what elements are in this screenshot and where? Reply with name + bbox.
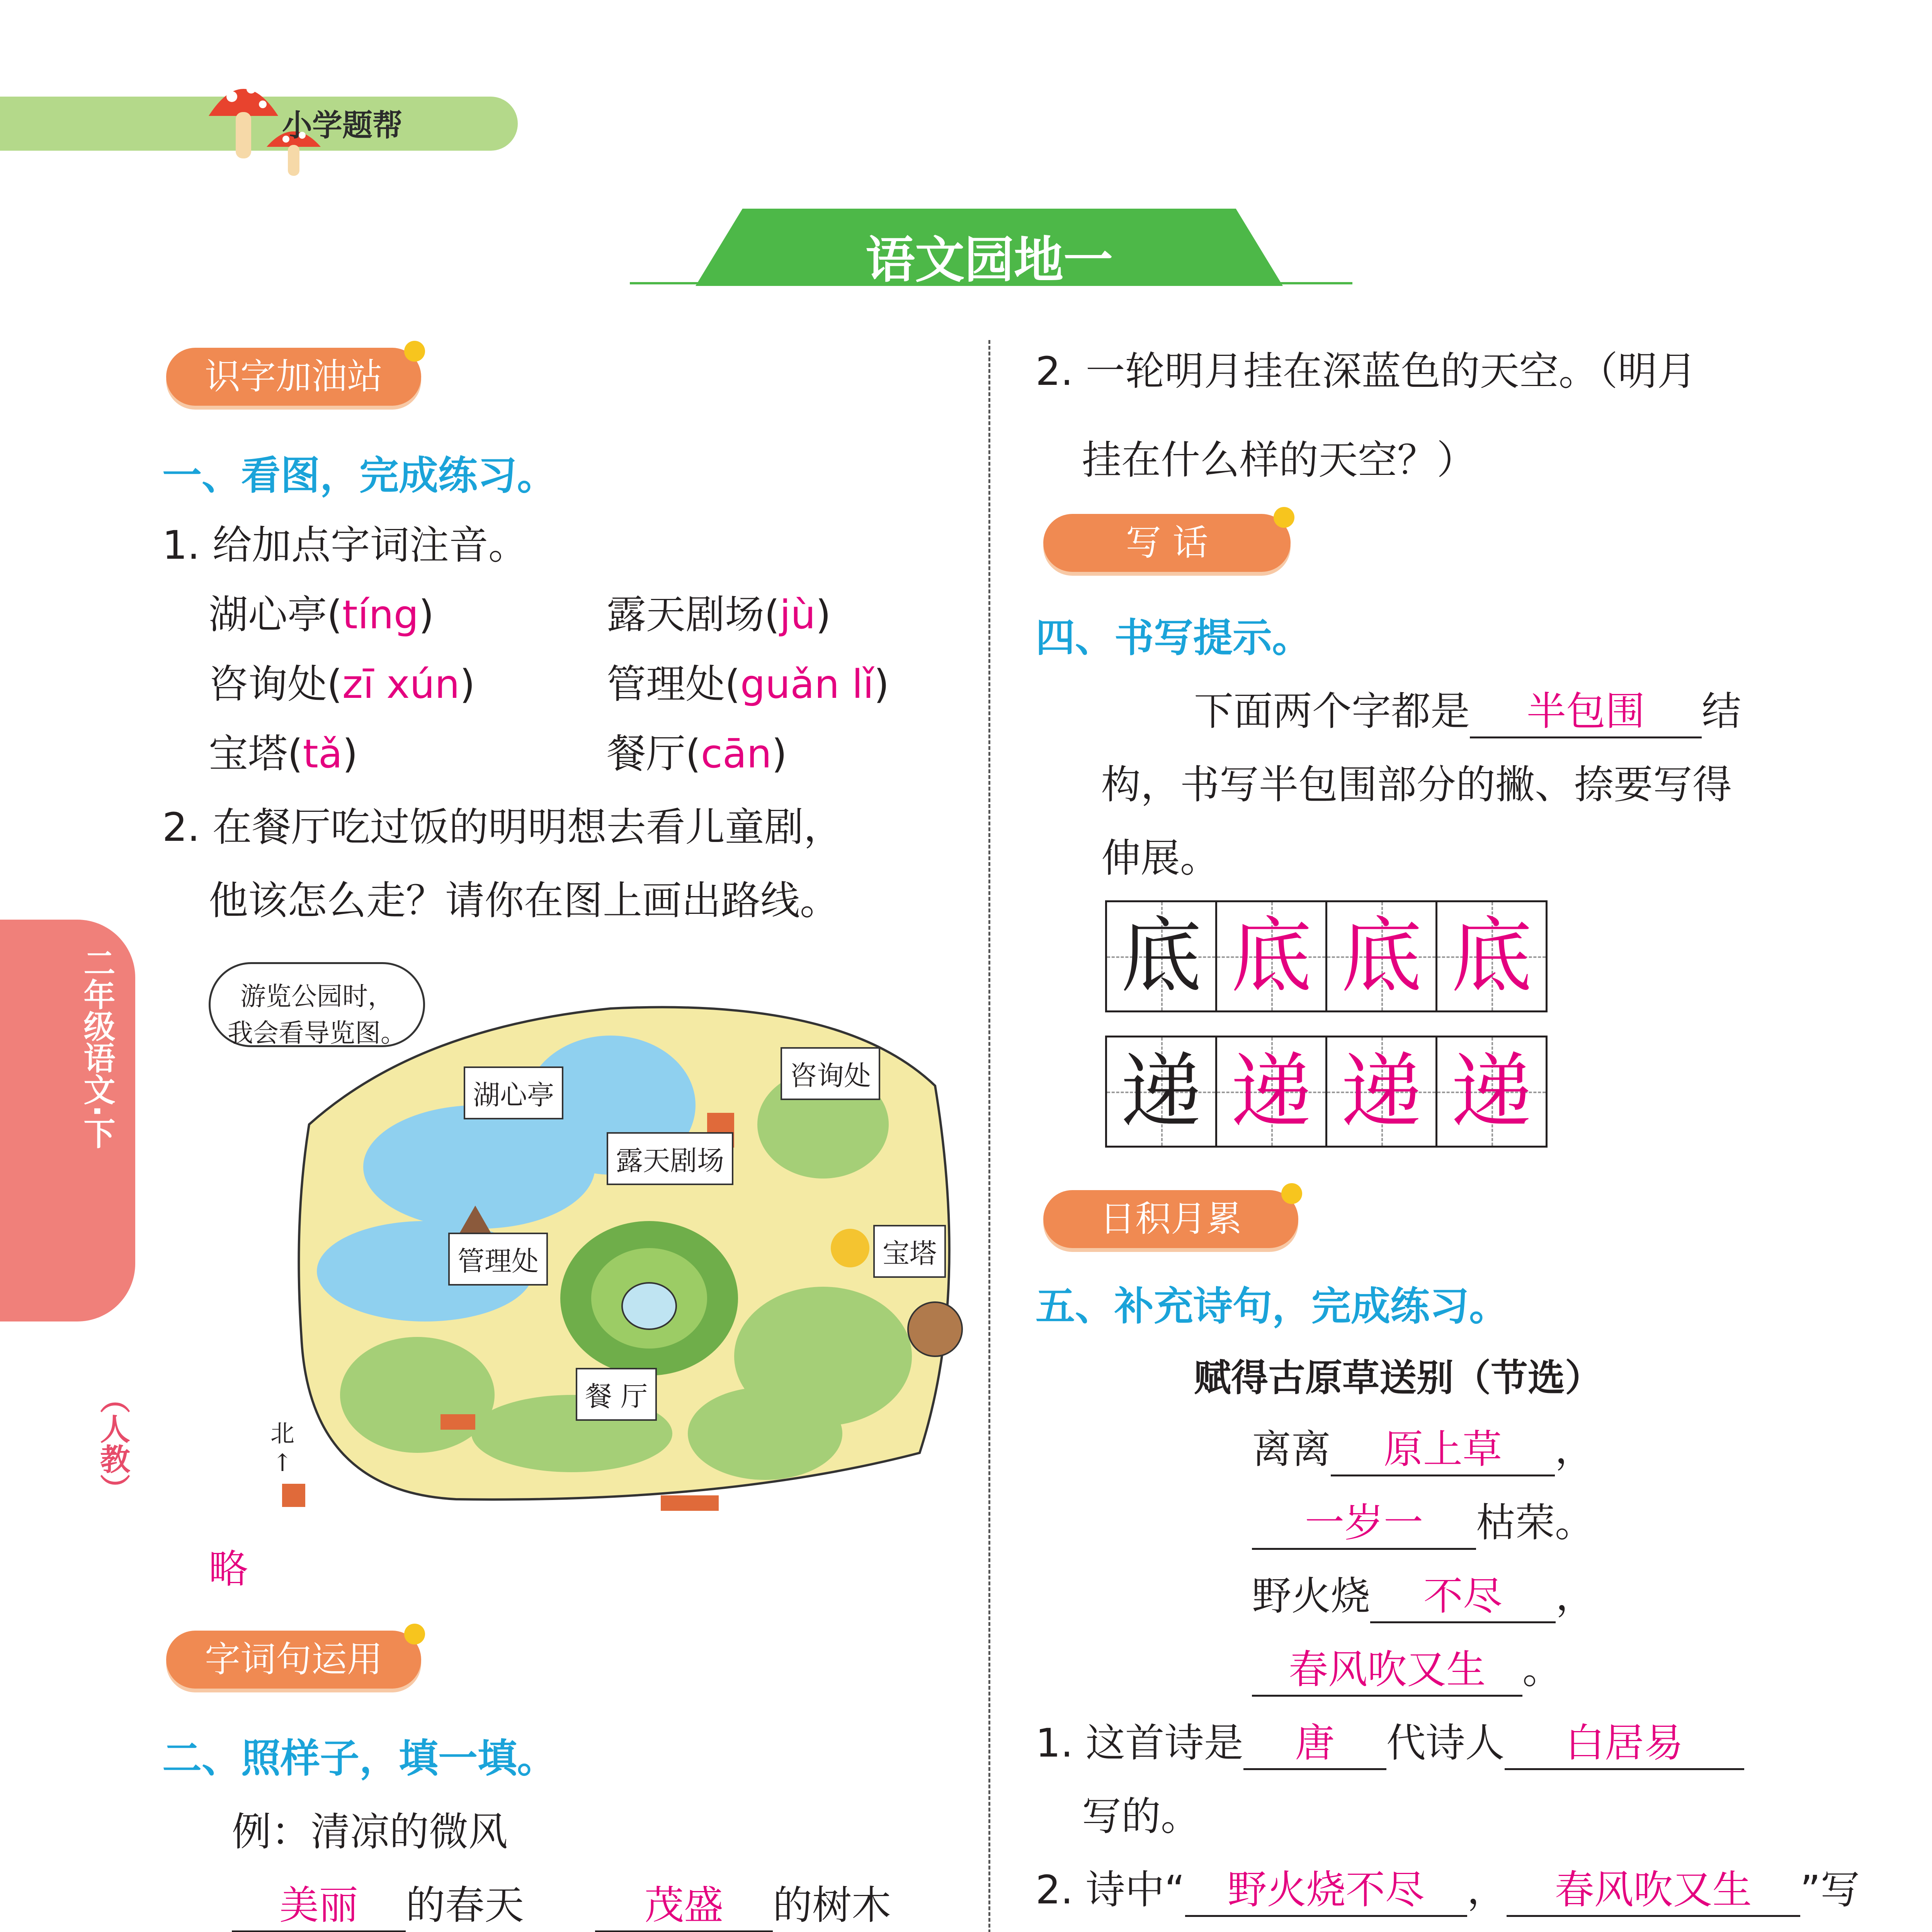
column-divider	[988, 340, 990, 1932]
pinyin-item: 露天剧场(jù)	[607, 592, 831, 638]
map-label: 宝塔	[873, 1225, 946, 1278]
poem-text: 离离	[1252, 1427, 1331, 1473]
pinyin-answer: jù	[779, 592, 816, 638]
section-pill-accumulate	[1043, 1190, 1298, 1248]
q5-sub2	[1036, 1859, 1860, 1917]
phrase: 的树木	[773, 1883, 891, 1929]
q3-item2-line2: 挂在什么样的天空？）	[1082, 437, 1476, 483]
star-icon	[1281, 1183, 1302, 1204]
poem-line	[1252, 1638, 1562, 1697]
blank-answer: 白居易	[1505, 1712, 1744, 1770]
grade-text: 二年级语文·下	[78, 947, 115, 1149]
q1-heading: 一、看图，完成练习。	[162, 453, 556, 499]
grid-cell	[1325, 1036, 1437, 1148]
word: 餐厅	[607, 731, 685, 777]
poem-line	[1252, 1492, 1594, 1550]
q1-sub1: 1. 给加点字词注音。	[162, 522, 528, 568]
q2-heading: 二、照样子，填一填。	[162, 1736, 556, 1782]
q2-row	[595, 1874, 891, 1932]
q5-text: ”写	[1800, 1867, 1860, 1913]
grid-cell	[1105, 900, 1217, 1012]
bubble-line: 游览公园时，	[240, 981, 393, 1011]
char-answer: 底	[1230, 909, 1312, 1003]
map-label: 餐 厅	[576, 1368, 657, 1421]
word: 宝塔	[209, 731, 287, 777]
edition-label	[95, 1383, 129, 1512]
char-model: 底	[1120, 909, 1202, 1003]
section-label: 写 话	[1126, 522, 1208, 563]
section-label: 识字加油站	[204, 356, 383, 397]
q5-sub1	[1036, 1712, 1744, 1770]
edition-text: （人教）	[95, 1383, 130, 1504]
grid-cell	[1435, 900, 1548, 1012]
grid-cell	[1325, 900, 1437, 1012]
map-label: 咨询处	[781, 1047, 880, 1100]
poem-text: ，	[1555, 1427, 1594, 1473]
blank-answer: 美丽	[232, 1874, 406, 1932]
char-answer: 递	[1230, 1044, 1312, 1139]
pinyin-answer: cān	[701, 731, 772, 777]
pinyin-item: 宝塔(tǎ)	[209, 731, 358, 777]
grade-label	[77, 947, 115, 1158]
q5-heading: 五、补充诗句，完成练习。	[1036, 1284, 1509, 1330]
map-label: 露天剧场	[607, 1132, 733, 1185]
north-indicator	[270, 1414, 294, 1477]
q4-line3: 伸展。	[1101, 835, 1219, 881]
q5-text: 1. 这首诗是	[1036, 1720, 1243, 1766]
pinyin-item: 餐厅(cān)	[607, 731, 787, 777]
pinyin-answer: tǎ	[303, 731, 343, 777]
blank-answer: 半包围	[1470, 680, 1702, 738]
north-arrow-icon: ↑	[272, 1449, 293, 1477]
page-title: 语文园地一	[865, 231, 1113, 289]
poem-title: 赋得古原草送别（节选）	[1194, 1356, 1602, 1400]
char-answer: 递	[1340, 1044, 1422, 1139]
q5-text: 2. 诗中“	[1036, 1867, 1185, 1913]
word: 露天剧场	[607, 592, 764, 638]
poem-text: ，	[1556, 1573, 1595, 1619]
pinyin-answer: tíng	[342, 592, 419, 638]
poem-line	[1252, 1565, 1595, 1623]
q4-text: 结	[1702, 689, 1741, 735]
star-icon	[404, 341, 425, 362]
blank-answer: 不尽	[1370, 1565, 1556, 1623]
blank-answer: 一岁一	[1252, 1492, 1476, 1550]
writing-grid-1	[1105, 900, 1548, 1012]
grid-cell	[1215, 900, 1327, 1012]
pinyin-answer: zī xún	[342, 662, 460, 707]
poem-line	[1252, 1418, 1594, 1476]
north-label: 北	[270, 1419, 295, 1447]
char-answer: 递	[1451, 1044, 1532, 1139]
blank-answer: 唐	[1243, 1712, 1386, 1770]
q1-sub2-line1: 2. 在餐厅吃过饭的明明想去看儿童剧，	[162, 804, 843, 850]
section-label: 字词句运用	[204, 1639, 383, 1680]
blank-answer: 春风吹又生	[1252, 1638, 1522, 1697]
q3-item2-line1: 2. 一轮明月挂在深蓝色的天空。（明月	[1036, 349, 1697, 395]
pinyin-answer: guǎn lǐ	[740, 662, 874, 707]
q4-text: 下面两个字都是	[1194, 689, 1470, 735]
word: 湖心亭	[209, 592, 327, 638]
char-model: 递	[1120, 1044, 1202, 1139]
pinyin-item: 湖心亭(tíng)	[209, 592, 434, 638]
q5-text: ，	[1467, 1867, 1507, 1913]
blank-answer: 茂盛	[595, 1874, 773, 1932]
char-answer: 底	[1340, 909, 1422, 1003]
section-pill-writing	[1043, 514, 1291, 572]
poem-text: 野火烧	[1252, 1573, 1370, 1619]
blank-answer: 原上草	[1331, 1418, 1555, 1476]
section-pill-words	[166, 1631, 421, 1689]
q4-line1	[1194, 680, 1741, 738]
phrase: 的春天	[406, 1883, 524, 1929]
word: 咨询处	[209, 662, 327, 707]
grid-cell	[1105, 1036, 1217, 1148]
park-map	[185, 951, 970, 1511]
writing-grid-2	[1105, 1036, 1548, 1148]
map-label: 管理处	[448, 1233, 548, 1286]
blank-answer: 野火烧不尽	[1185, 1859, 1467, 1917]
section-pill-literacy	[166, 348, 421, 406]
q5-text: 代诗人	[1386, 1720, 1505, 1766]
speech-bubble	[209, 962, 425, 1047]
section-label: 日积月累	[1099, 1198, 1242, 1240]
blank-answer: 春风吹又生	[1507, 1859, 1800, 1917]
q4-line2: 构，书写半包围部分的撇、捺要写得	[1101, 762, 1732, 808]
q1-sub2-line2: 他该怎么走？请你在图上画出路线。	[209, 878, 839, 924]
q2-row	[232, 1874, 524, 1932]
bubble-line: 我会看导览图。	[228, 1018, 406, 1048]
q1-answer: 略	[209, 1546, 248, 1592]
word: 管理处	[607, 662, 725, 707]
map-label: 湖心亭	[464, 1066, 563, 1119]
poem-text: 。	[1522, 1647, 1562, 1693]
brand-name: 小学题帮	[282, 108, 403, 143]
star-icon	[404, 1624, 425, 1645]
poem-text: 枯荣。	[1476, 1500, 1594, 1546]
grid-cell	[1435, 1036, 1548, 1148]
star-icon	[1274, 507, 1294, 528]
grid-cell	[1215, 1036, 1327, 1148]
q2-example: 例：清凉的微风	[232, 1809, 508, 1855]
q4-heading: 四、书写提示。	[1036, 615, 1311, 661]
char-answer: 底	[1451, 909, 1532, 1003]
pinyin-item: 管理处(guǎn lǐ)	[607, 662, 889, 707]
pinyin-item: 咨询处(zī xún)	[209, 662, 475, 707]
q5-sub1-end: 写的。	[1082, 1794, 1200, 1840]
